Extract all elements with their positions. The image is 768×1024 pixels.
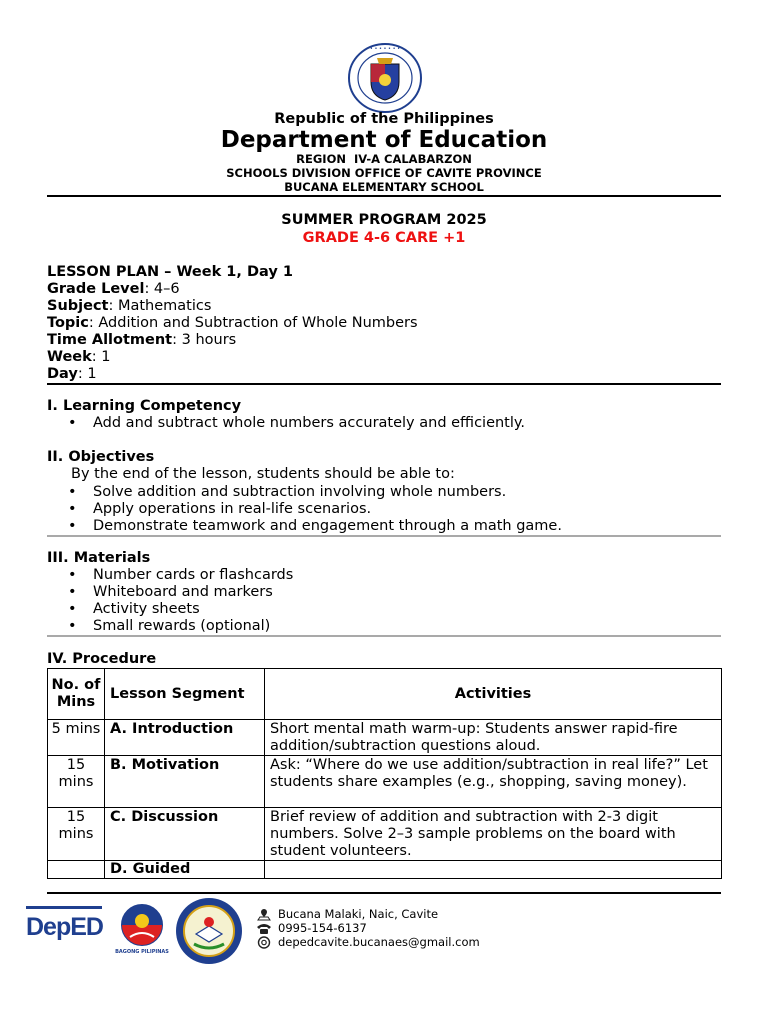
table-row	[48, 808, 722, 861]
footer-phone: 0995-154-6137	[278, 921, 367, 935]
col-header-mins: No. of Mins	[48, 669, 105, 720]
objectives-heading: II. Objectives	[47, 449, 155, 465]
cell-segment: C. Discussion	[105, 808, 265, 861]
cell-segment: D. Guided	[105, 861, 265, 879]
division-line: SCHOOLS DIVISION OFFICE OF CAVITE PROVINCE	[226, 166, 542, 180]
program-grade: GRADE 4-6 CARE +1	[302, 230, 466, 246]
email-icon	[256, 936, 272, 949]
school-seal	[174, 896, 244, 966]
lesson-title: LESSON PLAN – Week 1, Day 1	[47, 264, 293, 280]
cell-mins	[48, 861, 105, 879]
competency-item: • Add and subtract whole numbers accurately and efficiently.	[68, 415, 526, 431]
objective-item: • Solve addition and subtraction involving whole numbers.	[68, 484, 507, 500]
cell-segment: A. Introduction	[105, 720, 265, 756]
field-topic: Topic: Addition and Subtraction of Whole Numbers	[47, 315, 418, 331]
field-day: Day: 1	[47, 366, 97, 382]
cell-mins: 15 mins	[48, 808, 105, 861]
republic-line: Republic of the Philippines	[274, 111, 494, 127]
footer-divider	[47, 892, 721, 894]
procedure-header-row	[48, 669, 722, 720]
objective-item: • Apply operations in real-life scenarios.	[68, 501, 372, 517]
cell-segment: B. Motivation	[105, 756, 265, 808]
field-grade-level: Grade Level: 4–6	[47, 281, 180, 297]
procedure-heading: IV. Procedure	[47, 651, 157, 667]
field-time-allotment: Time Allotment: 3 hours	[47, 332, 237, 348]
svg-text:• • • • • • •: • • • • • • •	[369, 46, 401, 52]
table-row	[48, 756, 722, 808]
material-item: • Activity sheets	[68, 601, 200, 617]
cell-activities: Ask: “Where do we use addition/subtraction in real life?” Let students share examples (e.g., shopping, saving money).	[265, 756, 722, 808]
deped-logo: DepED	[26, 906, 106, 946]
materials-heading: III. Materials	[47, 550, 151, 566]
materials-divider	[47, 635, 721, 637]
department-title: Department of Education	[220, 127, 548, 153]
school-line: BUCANA ELEMENTARY SCHOOL	[284, 180, 484, 194]
field-week: Week: 1	[47, 349, 111, 365]
header-divider	[47, 195, 721, 197]
table-row	[48, 861, 722, 879]
footer-email[interactable]: depedcavite.bucanaes@gmail.com	[278, 935, 480, 949]
region-line: REGION IV-A CALABARZON	[296, 152, 472, 166]
material-item: • Whiteboard and markers	[68, 584, 273, 600]
location-icon	[256, 908, 272, 921]
table-row	[48, 720, 722, 756]
field-subject: Subject: Mathematics	[47, 298, 212, 314]
competency-heading: I. Learning Competency	[47, 398, 242, 414]
cell-mins: 15 mins	[48, 756, 105, 808]
program-title: SUMMER PROGRAM 2025	[281, 212, 487, 228]
phone-icon	[256, 922, 272, 935]
cell-activities	[265, 861, 722, 879]
objectives-intro: By the end of the lesson, students should be able to:	[71, 466, 455, 482]
cell-activities: Short mental math warm-up: Students answer rapid-fire addition/subtraction questions aloud.	[265, 720, 722, 756]
objective-item: • Demonstrate teamwork and engagement through a math game.	[68, 518, 562, 534]
cell-activities: Brief review of addition and subtraction with 2-3 digit numbers. Solve 2–3 sample problems on the board with student volunteers.	[265, 808, 722, 861]
col-header-segment: Lesson Segment	[105, 669, 265, 720]
cell-mins: 5 mins	[48, 720, 105, 756]
col-header-activities: Activities	[265, 669, 722, 720]
material-item: • Number cards or flashcards	[68, 567, 294, 583]
footer-address: Bucana Malaki, Naic, Cavite	[278, 907, 439, 921]
objectives-divider	[47, 535, 721, 537]
procedure-table	[47, 668, 722, 879]
deped-seal	[347, 42, 423, 114]
bagong-pilipinas-logo: BAGONG PILIPINAS	[113, 903, 171, 959]
lesson-divider	[47, 383, 721, 385]
material-item: • Small rewards (optional)	[68, 618, 271, 634]
